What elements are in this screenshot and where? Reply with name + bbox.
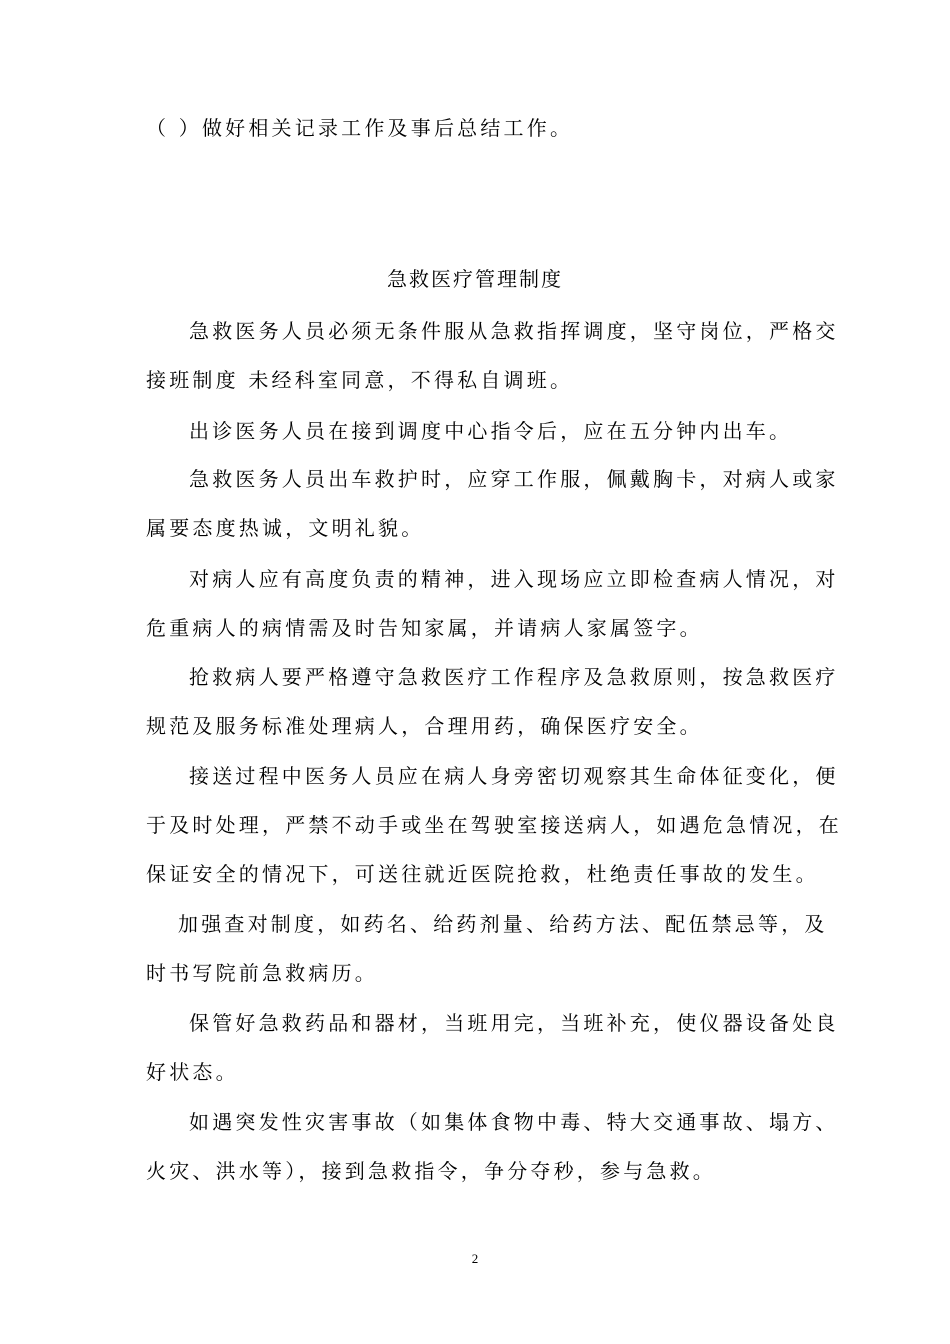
body-line: 对病人应有高度负责的精神，进入现场应立即检查病人情况，对 — [189, 567, 839, 591]
body-line: 急救医务人员出车救护时，应穿工作服，佩戴胸卡，对病人或家 — [189, 467, 839, 491]
page-number: 2 — [471, 1251, 479, 1266]
body-line: 抢救病人要严格遵守急救医疗工作程序及急救原则，按急救医疗 — [189, 665, 839, 689]
body-line: 保证安全的情况下，可送往就近医院抢救，杜绝责任事故的发生。 — [146, 862, 819, 886]
body-line: 时书写院前急救病历。 — [146, 961, 378, 985]
body-line: 保管好急救药品和器材，当班用完，当班补充，使仪器设备处良 — [189, 1011, 839, 1035]
body-line: 出诊医务人员在接到调度中心指令后，应在五分钟内出车。 — [189, 419, 793, 443]
body-line: 接班制度 未经科室同意，不得私自调班。 — [146, 368, 574, 392]
body-line: 加强查对制度，如药名、给药剂量、给药方法、配伍禁忌等，及 — [178, 912, 828, 936]
body-line: 如遇突发性灾害事故（如集体食物中毒、特大交通事故、塌方、 — [189, 1110, 839, 1134]
document-title: 急救医疗管理制度 — [387, 267, 563, 291]
body-line: 规范及服务标准处理病人，合理用药，确保医疗安全。 — [146, 714, 703, 738]
body-line: 急救医务人员必须无条件服从急救指挥调度，坚守岗位，严格交 — [189, 319, 839, 343]
body-line: 接送过程中医务人员应在病人身旁密切观察其生命体征变化，便 — [189, 764, 839, 788]
body-line: 危重病人的病情需及时告知家属，并请病人家属签字。 — [146, 616, 703, 640]
body-line: 于及时处理，严禁不动手或坐在驾驶室接送病人，如遇危急情况，在 — [146, 813, 842, 837]
body-line: 火灾、洪水等），接到急救指令，争分夺秒，参与急救。 — [146, 1159, 716, 1183]
body-line: 属要态度热诚，文明礼貌。 — [146, 516, 425, 540]
top-line: （ ）做好相关记录工作及事后总结工作。 — [146, 116, 574, 140]
body-line: 好状态。 — [146, 1060, 239, 1084]
